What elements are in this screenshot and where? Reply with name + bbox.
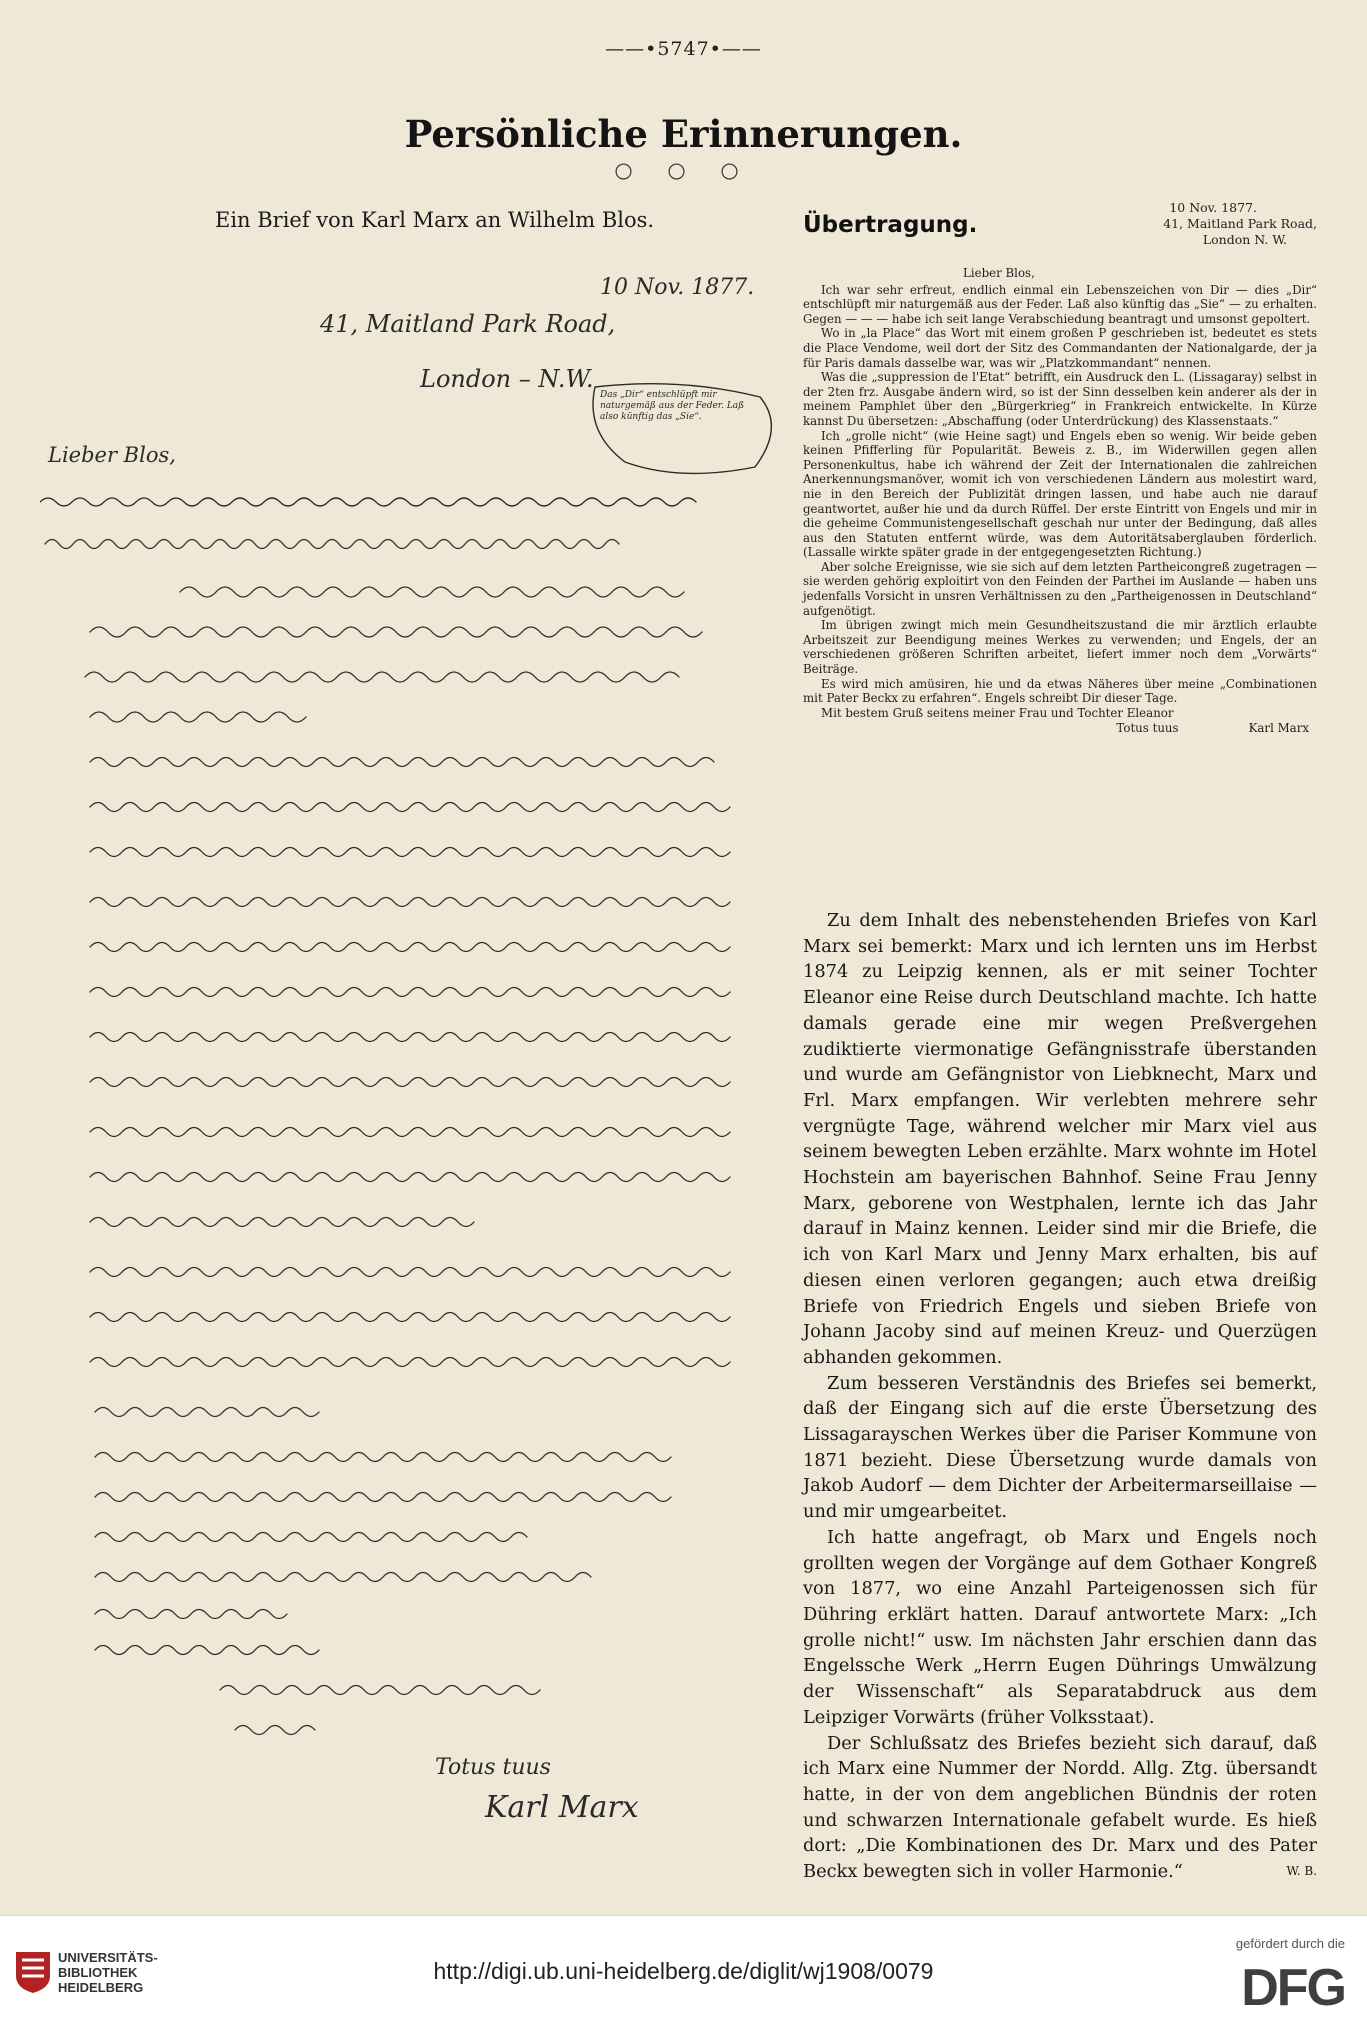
university-name-line: UNIVERSITÄTS- — [58, 1950, 158, 1965]
university-name-line: BIBLIOTHEK — [58, 1965, 138, 1980]
transcription-paragraph: Mit bestem Gruß seitens meiner Frau und Tochter Eleanor — [821, 705, 1174, 720]
handwritten-letter-facsimile — [40, 262, 810, 1822]
author-initials: W. B. — [1286, 1864, 1317, 1879]
commentary-paragraph: Zum besseren Verständnis des Briefes sei bemerkt, daß der Eingang sich auf die erste Übersetzung des Lissagarayschen Werkes über die Pariser Kommune von 1871 bezieht. Diese Übersetzung wurde damals von Jakob Audorf — dem Dichter der Arbeitermarseillaise — und mir umgearbeitet. — [803, 1372, 1317, 1523]
hand-address-line-2: London – N.W. — [420, 365, 594, 393]
transcription-body — [803, 266, 1317, 736]
commentary-paragraph — [803, 1731, 1317, 1885]
hand-address-line-1: 41, Maitland Park Road, — [320, 310, 616, 338]
transcription-paragraph: Es wird mich amüsiren, hie und da etwas Näheres über meine „Combinationen mit Pater Beckx zu erfahren“. Engels schreibt Dir dieser Tage. — [803, 676, 1317, 706]
handwriting-date — [600, 275, 754, 300]
viewer-footer — [0, 1915, 1367, 2025]
university-name-line: HEIDELBERG — [58, 1980, 144, 1995]
commentary — [803, 908, 1317, 1885]
hand-greeting-text: Lieber Blos, — [48, 443, 176, 467]
handwriting-greeting — [47, 443, 176, 467]
page-title: Persönliche Erinnerungen. — [404, 112, 963, 156]
handwriting-script-lines — [40, 498, 730, 1735]
transcription-paragraph: Ich war sehr erfreut, endlich einmal ein Lebenszeichen von Dir — dies „Dir“ entschlüpft mir naturgemäß aus der Feder. Laß also künftig das „Sie“ — zu erhalten. Gegen — — — habe ich seit lange Verabschiedung beantragt und umsonst gepoltert. — [803, 282, 1317, 326]
commentary-paragraph: Zu dem Inhalt des nebenstehenden Briefes von Karl Marx sei bemerkt: Marx und ich lernten uns im Herbst 1874 zu Leipzig kennen, als er mit seiner Tochter Eleanor eine Reise durch Deutschland machte. Ich hatte damals gerade eine mir wegen Preßvergehen zudiktierte viermonatige Gefängnisstrafe überstanden und wurde am Gefängnistor von Liebknecht, Marx und Frl. Marx empfangen. Wir verlebten mehrere sehr vergnügte Tage, während welcher mir Marx viel aus seinem bewegten Leben erzählte. Marx wohnte im Hotel Hochstein am bayerischen Bahnhof. Seine Frau Jenny Marx, geborene von Westphalen, lernte ich das Jahr darauf in Mainz kennen. Leider sind mir die Briefe, die ich von Karl Marx und Jenny Marx erhalten, bis auf diesen einen verloren gegangen; auch etwa dreißig Briefe von Friedrich Engels und sieben Briefe von Johann Jacoby sind auf meinen Kreuz- und Querzügen abhanden gekommen. — [803, 910, 1317, 1368]
hand-note-text: Das „Dir“ entschlüpft mir naturgemäß aus der Feder. Laß also künftig das „Sie“. — [600, 390, 745, 422]
letter-caption: Ein Brief von Karl Marx an Wilhelm Blos. — [215, 208, 655, 232]
commentary-paragraph: Ich hatte angefragt, ob Marx und Engels noch grollten wegen der Vorgänge auf dem Gothaer Kongreß von 1877, wo eine Anzahl Parteigenossen sich für Dühring erklärt hatten. Darauf antwortete Marx: „Ich grolle nicht!“ usw. Im nächsten Jahr erschien dann das Engelssche Werk „Herrn Eugen Dührings Umwälzung der Wissenschaft“ als Separatabdruck aus dem Leipziger Vorwärts (früher Volksstaat). — [803, 1526, 1317, 1728]
transcription-paragraph: Wo in „la Place“ das Wort mit einem großen P geschrieben ist, bedeutet es stets die Place Vendome, weil dort der Sitz des Commandanten der Nationalgarde, der ja für Paris damals dasselbe war, was wir „Platzkommandant“ nennen. — [803, 326, 1317, 370]
permalink-url[interactable]: http://digi.ub.uni-heidelberg.de/diglit/wj1908/0079 — [433, 1958, 934, 1984]
city-line: London N. W. — [1202, 232, 1287, 247]
handwriting-signature — [484, 1790, 639, 1822]
page-number-value: 5747 — [657, 38, 710, 60]
sponsor-text: gefördert durch die — [1235, 1936, 1345, 1951]
date-line: 10 Nov. 1877. — [1169, 200, 1257, 215]
ornament: ○ ○ ○ — [614, 158, 753, 182]
transcription-closing: Totus tuus — [1116, 721, 1179, 736]
transcription-heading: Übertragung. — [803, 212, 978, 238]
transcription-paragraph: Aber solche Ereignisse, wie sie sich auf dem letzten Partheicongreß zugetragen — sie werden gehörig exploitirt von den Feinden der Parthei im Auslande — haben uns jedenfalls Vorsicht in unsren Verhältnissen zu den „Partheigenossen in Deutschland“ aufgenötigt. — [803, 559, 1317, 618]
address-line: 41, Maitland Park Road, — [1163, 216, 1317, 231]
transcription-paragraph: Was die „suppression de l'Etat“ betrifft, ein Ausdruck den L. (Lissagaray) selbst in der 2ten frz. Ausgabe ändern wird, so ist der Sinn desselben kein anderer als der in meinem Pamphlet über den „Bürgerkrieg“ in Frankreich entwickelte. In Kürze kannst Du übersetzen: „Abschaffung (oder Unterdrückung) des Klassenstaats.“ — [803, 370, 1317, 428]
transcription-paragraph: Ich „grolle nicht“ (wie Heine sagt) und Engels eben so wenig. Wir beide geben keinen Pfifferling für Popularität. Beweis z. B., im Widerwillen gegen allen Personenkultus, habe ich während der Zeit der Internationalen die zahlreichen Anerkennungsmanöver, womit ich von verschiedenen Ländern aus molestirt ward, nie in den Bereich der Publizität dringen lassen, und habe auch nie darauf geantwortet, außer hie und da durch Rüffel. Der erste Eintritt von Engels und mir in die geheime Communistengesellschaft geschah nur unter der Bedingung, daß alles aus den Statuten entfernt würde, was dem Autoritätsaberglauben förderlich. (Lassalle wirkte später grade in der entgegengesetzten Richtung.) — [803, 428, 1317, 560]
transcription-paragraph: Im übrigen zwingt mich mein Gesundheitszustand die mir ärztlich erlaubte Arbeitszeit zur Beendigung meines Werkes zu verwenden; und Engels, der an verschiedenen größeren Schriften arbeitet, liefert immer noch dem „Vorwärts“ Beiträge. — [803, 618, 1317, 677]
hand-signature-text: Karl Marx — [485, 1790, 639, 1822]
transcription-signoff — [803, 721, 1317, 736]
hand-date-text: 10 Nov. 1877. — [600, 275, 755, 300]
transcription-date-block — [1077, 200, 1317, 248]
handwriting-address — [319, 310, 615, 393]
commentary-last-text: Der Schlußsatz des Briefes bezieht sich darauf, daß ich Marx eine Nummer der Nordd. Allg. Ztg. übersandt hatte, in der von dem angeblichen Bündnis der roten und schwarzen Internationale gefabelt wurde. Es hieß dort: „Die Kombinationen des Dr. Marx und des Pater Beckx bewegten sich in voller Harmonie.“ — [803, 1732, 1317, 1883]
dfg-logo: DFG — [1241, 1959, 1345, 2017]
transcription-signature: Karl Marx — [1248, 721, 1309, 736]
page-number: ——•5747•—— — [605, 38, 762, 60]
handwriting-margin-note — [593, 384, 771, 474]
transcription-greeting: Lieber Blos, — [963, 266, 1035, 280]
hand-closing-text: Totus tuus — [435, 1755, 551, 1780]
handwriting-closing — [435, 1755, 551, 1780]
